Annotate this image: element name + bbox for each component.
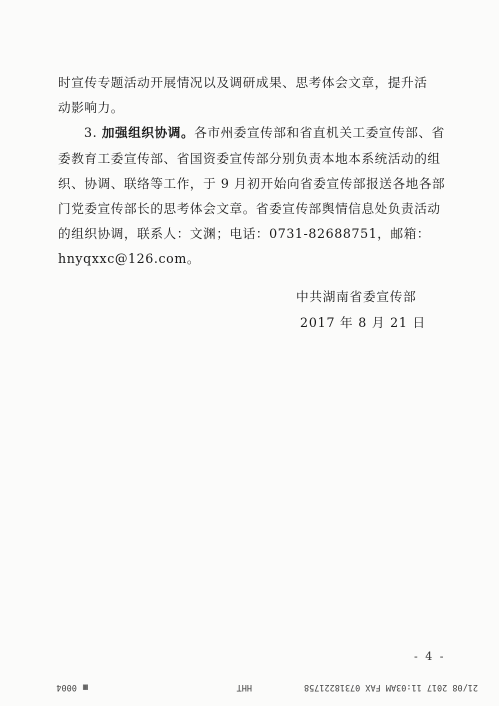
- body-text: [58, 70, 450, 272]
- paragraph-line: 的组织协调，联系人：文渊；电话：0731-82688751，邮箱：: [58, 226, 431, 242]
- paragraph-line: 门党委宣传部长的思考体会文章。省委宣传部舆情信息处负责活动: [58, 201, 441, 217]
- item-number: 3.: [84, 125, 98, 141]
- fax-header: [18, 676, 480, 698]
- page-number: - 4 -: [414, 650, 446, 663]
- email-line: hnyqxxc@126.com。: [58, 251, 201, 267]
- fax-timestamp: 21/08 2017 11:03AM FAX 07318221758: [304, 682, 478, 692]
- fax-box-icon: ▦: [82, 682, 88, 692]
- paragraph-line: 动影响力。: [58, 100, 124, 116]
- fax-station-id: HHT: [236, 682, 252, 692]
- item-heading: 加强组织协调。: [101, 125, 195, 141]
- signature-date: 2017 年 8 月 21 日: [300, 315, 426, 330]
- fax-page-count: 0004: [56, 682, 77, 692]
- item-3-heading-line: [58, 120, 450, 145]
- item-text: 各市州委宣传部和省直机关工委宣传部、省: [194, 125, 445, 141]
- signature-org: 中共湖南省委宣传部: [296, 289, 417, 304]
- paragraph-line: 委教育工委宣传部、省国资委宣传部分别负责本地本系统活动的组: [58, 150, 441, 166]
- paragraph-line: 织、协调、联络等工作，于 9 月初开始向省委宣传部报送各地各部: [58, 175, 446, 191]
- paragraph-line: 时宣传专题活动开展情况以及调研成果、思考体会文章，提升活: [58, 75, 428, 90]
